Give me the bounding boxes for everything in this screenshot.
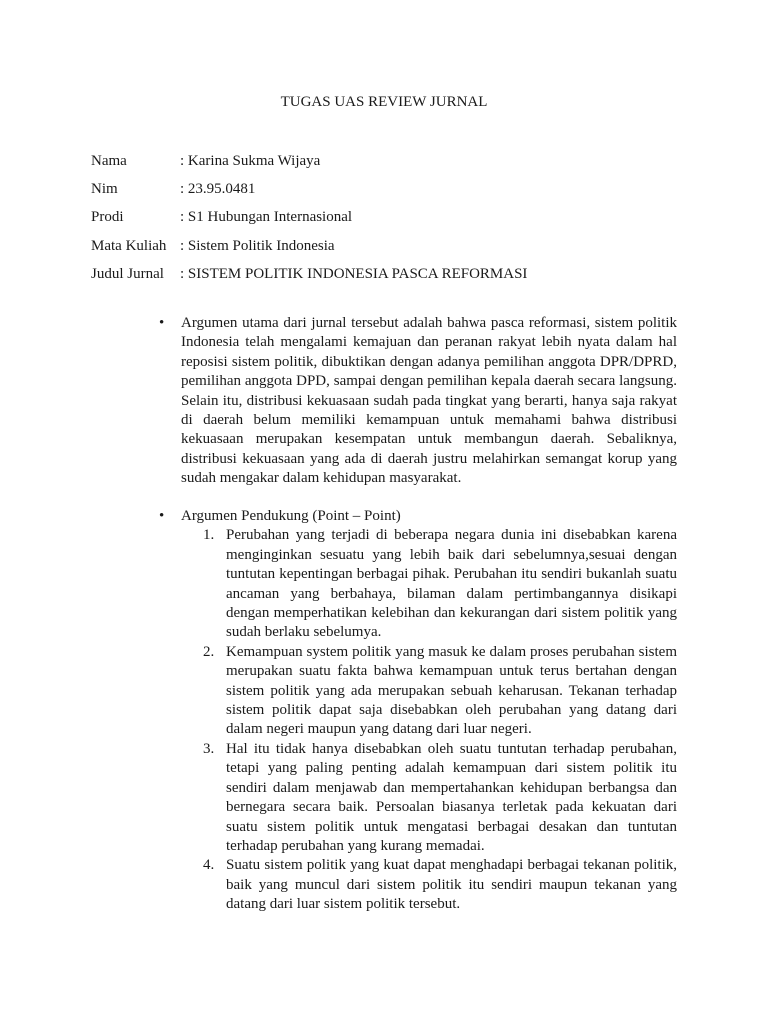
main-argument-text: Argumen utama dari jurnal tersebut adalah bahwa pasca reformasi, sistem politik Indonesia telah mengalami kemajuan dan peranan rakyat lebih nyata dalam hal reposisi sistem politik, dibuktikan dengan adanya pemilihan anggota DPR/DPRD, pemilihan anggota DPD, sampai dengan pemilihan kepala daerah secara langsung. Selain itu, distribusi kekuasaan sudah pada tingkat yang berarti, hanya saja rakyat di daerah belum memiliki kemampuan untuk memahami bahwa distribusi kekuasaan merupakan kesempatan untuk membangun daerah. Sebaliknya, distribusi kekuasaan yang ada di daerah justru melahirkan semangat korup yang sudah mengakar dalam kehidupan masyarakat. [181,315,677,487]
list-item [203,856,677,914]
info-value: : S1 Hubungan Internasional [180,209,353,226]
info-value: : 23.95.0481 [180,181,256,198]
list-item [203,526,677,642]
list-item-text: Suatu sistem politik yang kuat dapat menghadapi berbagai tekanan politik, baik yang muncul dari sistem politik itu sendiri maupun tekanan yang datang dari luar sistem politik tersebut. [226,857,677,913]
bullet-icon: • [159,315,165,331]
list-item [203,740,677,856]
list-item-text: Hal itu tidak hanya disebabkan oleh suatu tuntutan terhadap perubahan, tetapi yang paling penting adalah kemampuan dari sistem politik itu sendiri dalam menjawab dan mempertahankan kehidupan berbangsa dan bernegara secara baik. Persoalan biasanya terletak pada kekuatan dari suatu sistem politik untuk mengatasi berbagai desakan dan tuntutan terhadap perubahan yang kurang memadai. [226,740,677,854]
info-label: Judul Jurnal [91,265,164,282]
list-item-text: Perubahan yang terjadi di beberapa negara dunia ini disebabkan karena menginginkan sesuatu yang lebih baik dari sebelumnya,sesuai dengan tuntutan kepentingan berbagai pihak. Perubahan itu sendiri bukanlah suatu ancaman yang berbahaya, bilaman dalam pertimbangannya disikapi dengan memperhatikan kelebihan dan kekurangan dari sistem politik yang sudah berlaku sebelumya. [226,527,677,641]
list-item-number: 2. [203,643,215,660]
list-item-number: 3. [203,740,215,757]
document-title: TUGAS UAS REVIEW JURNAL [280,94,488,110]
info-value: : Karina Sukma Wijaya [180,153,321,169]
info-value: : Sistem Politik Indonesia [180,237,335,254]
list-item-text: Kemampuan system politik yang masuk ke dalam proses perubahan sistem merupakan suatu fakta bahwa kemampuan untuk terus bertahan dengan sistem politik yang ada merupakan sebuah keharusan. Tekanan terhadap sistem politik dapat saja disebabkan oleh perubahan yang datang dari dalam negeri maupun yang datang dari luar negeri. [226,643,677,738]
supporting-heading: Argumen Pendukung (Point – Point) [181,508,401,524]
list-item-number: 1. [203,527,215,544]
list-item [203,643,677,740]
bullet-icon: • [159,508,165,524]
info-label: Prodi [91,209,124,226]
supporting-points-list [181,526,677,914]
info-label: Nama [91,153,127,169]
info-label: Nim [91,181,118,198]
info-value: : SISTEM POLITIK INDONESIA PASCA REFORMASI [180,265,528,282]
main-argument-bullet [159,314,677,489]
supporting-arguments-bullet [159,507,677,915]
info-label: Mata Kuliah [91,237,167,254]
list-item-number: 4. [203,857,215,874]
